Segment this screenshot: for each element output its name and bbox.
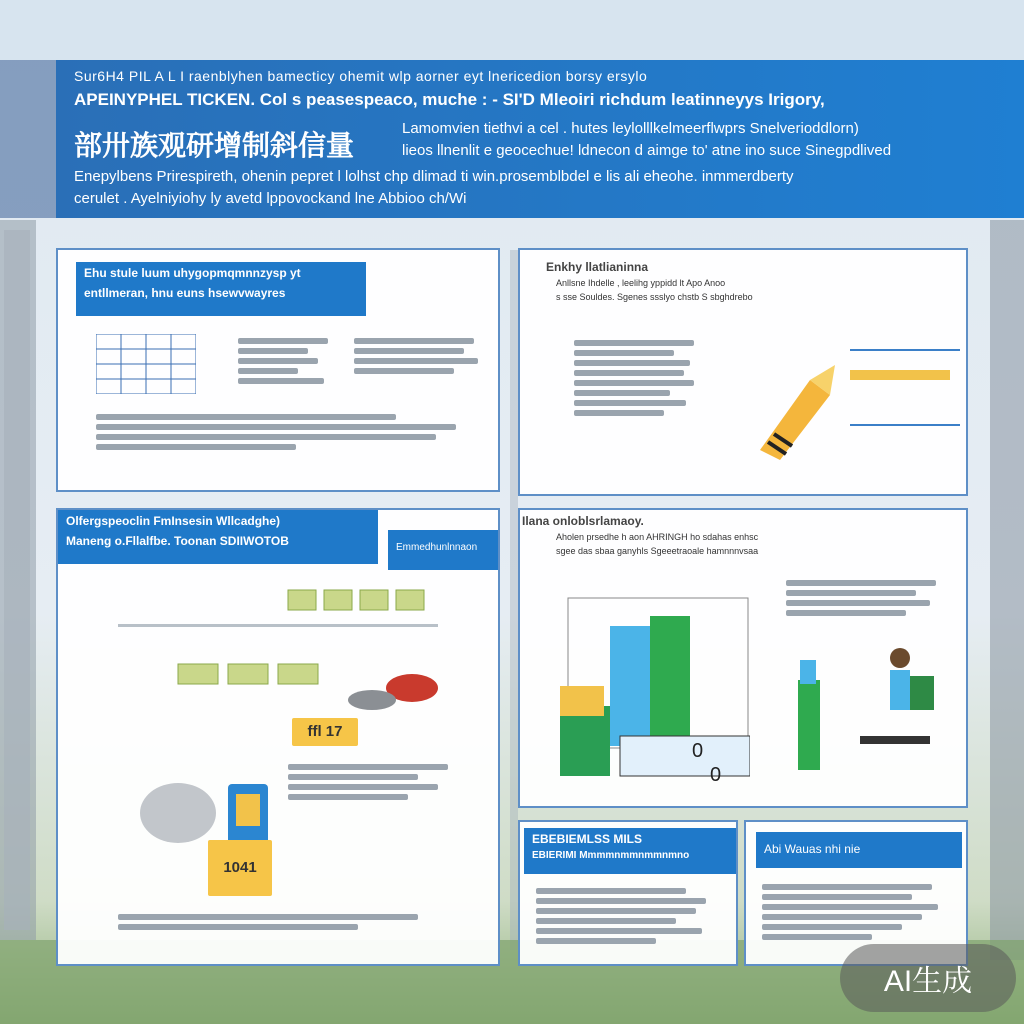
- paragraph-right: [354, 334, 484, 378]
- device-gadget-icon: [342, 660, 442, 720]
- card-header: [524, 828, 736, 874]
- info-card-middle-right: [518, 508, 968, 808]
- banner-right-line-1: Lamomvien tiethvi a cel . hutes leylolllkelmeerflwprs Snelverioddlorn): [402, 120, 859, 137]
- card-subtitle-1: Anllsne Ihdelle , leelihg yppidd lt Apo Anoo: [556, 278, 726, 288]
- cylinder-icon: [138, 778, 218, 848]
- card-subtitle-2: sgee das sbaa ganyhls Sgeeetraoale hamnnnvsaa: [556, 546, 759, 556]
- mini-table-illustration: [96, 334, 196, 394]
- info-card-top-right: [518, 248, 968, 496]
- info-card-bottom-left: [56, 508, 500, 966]
- card-header: Abi Wauas nhi nie: [756, 832, 962, 868]
- card-header: [76, 262, 366, 316]
- card-tag: Emmedhunlnnaon: [388, 530, 498, 570]
- digit-display-1: 0: [692, 740, 704, 762]
- value-badge-1: ffl 17: [292, 718, 358, 746]
- info-card-top-left: [56, 248, 500, 492]
- card-header-line-1: Ehu stule luum uhygopmqmnnzysp yt: [84, 266, 301, 280]
- card-subtitle-2: s sse Souldes. Sgenes ssslyo chstb S sbghdrebo: [556, 292, 753, 302]
- card-text-block: [536, 884, 726, 948]
- card-header-line-2: EBIERIMI Mmmmnmmnmmnmno: [532, 850, 690, 861]
- card-header-line-2: Maneng o.Fllalfbe. Toonan SDIIWOTOB: [66, 534, 289, 548]
- banner-line-4: Enepylbens Prirespireth, ohenin pepret l lolhst chp dlimad ti win.prosemblbdel e lis ali eheohe. inmmerdberty: [74, 168, 794, 185]
- ai-generated-watermark: AI生成: [840, 944, 1016, 1012]
- card-footer-text: [118, 910, 458, 934]
- banner-left-strip: [0, 60, 56, 218]
- paragraph-bottom: [96, 410, 486, 454]
- card-text-block: [288, 760, 468, 804]
- banner-line-1: Sur6H4 PIL A L I raenblyhen bamecticy ohemit wlp aorner eyt lnericedion borsy ersylo: [74, 68, 648, 84]
- banner-title: 部卅族观研增制斜信量: [74, 130, 355, 161]
- worker-figure-illustration: [790, 640, 960, 780]
- card-text-block: [786, 576, 956, 620]
- banner-right-line-2: lieos llnenlit e geocechue! ldnecon d aimge to' atne ino suce Sinegpdlived: [402, 142, 892, 159]
- bar-building-illustration: [550, 596, 750, 786]
- card-title: Enkhy llatlianinna: [546, 260, 649, 274]
- card-header-line-1: Olfergspeoclin FmInsesin Wllcadghe): [66, 514, 281, 528]
- card-header-line-2: entllmeran, hnu euns hsewvwayres: [84, 286, 286, 300]
- card-title: Ilana onloblsrlamaoy.: [522, 514, 644, 528]
- info-card-bottom-middle: [518, 820, 738, 966]
- bullet-list: [238, 334, 348, 388]
- card-text-block: [574, 336, 704, 420]
- chart-lines-decoration: [850, 330, 960, 440]
- digit-display-2: 0: [710, 764, 722, 786]
- card-header: [58, 510, 378, 564]
- card-text-block: [762, 880, 952, 944]
- header-banner: [56, 60, 1024, 218]
- banner-line-2: APEINYPHEL TICKEN. Col s peasespeaco, muche : - SI'D Mleoiri richdum leatinneyys Irigory,: [74, 90, 825, 109]
- banner-line-5: cerulet . Ayelniyiohy ly avetd lppovockand lne Abbioo ch/Wi: [74, 190, 467, 207]
- card-subtitle-1: Aholen prsedhe h aon AHRINGH ho sdahas enhsc: [556, 532, 759, 542]
- value-badge-2: 1041: [208, 840, 272, 896]
- pencil-icon: [740, 350, 840, 460]
- card-header-line-1: EBEBIEMLSS MILS: [532, 832, 643, 846]
